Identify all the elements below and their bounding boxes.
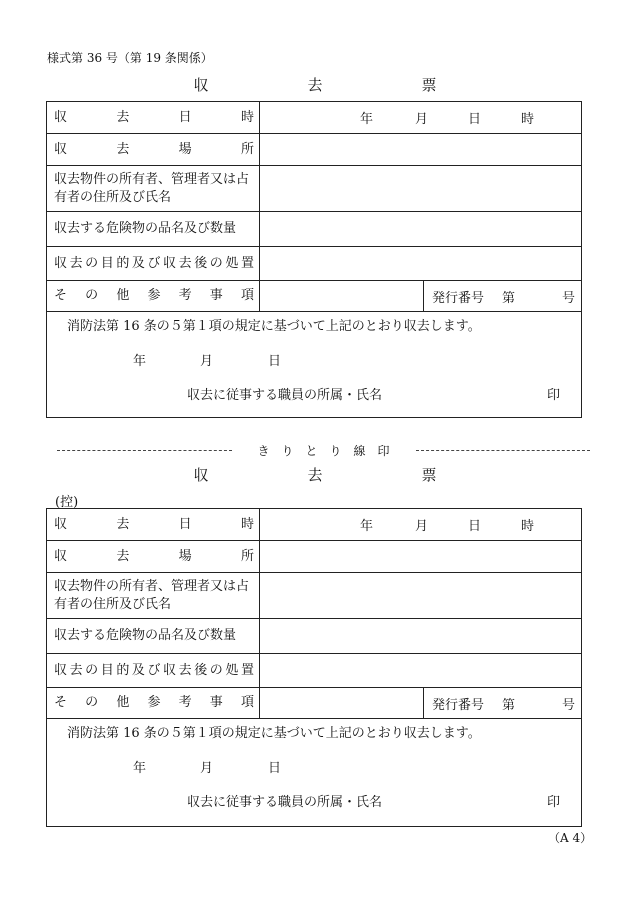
copy-label: (控) <box>55 495 79 510</box>
row-owner <box>47 166 581 212</box>
owner-label-text: 収去物件の所有者、管理者又は占有者の住所及び氏名 <box>54 578 250 612</box>
justified-label: 収 去 場 所 <box>54 141 254 157</box>
label-other <box>47 281 260 311</box>
date-year: 年 <box>133 354 147 369</box>
value-place[interactable] <box>260 134 581 165</box>
items-label-text: 収去する危険物の品名及び数量 <box>54 628 237 643</box>
statement-block <box>47 312 581 417</box>
justified-label: そ の 他 参 考 事 項 <box>54 288 254 303</box>
unit-month: 月 <box>415 519 429 534</box>
unit-day: 日 <box>468 112 482 127</box>
issue-number <box>432 281 575 311</box>
other-divider <box>423 281 424 311</box>
unit-hour: 時 <box>521 519 535 534</box>
label-owner <box>47 166 260 211</box>
date-month: 月 <box>200 761 214 776</box>
justified-label: 収 去 の 目 的 及 び 収 去 後 の 処 置 <box>54 662 254 678</box>
unit-day: 日 <box>468 519 482 534</box>
value-items[interactable] <box>260 212 581 246</box>
issue-dai: 第 <box>502 290 516 306</box>
row-date <box>47 509 581 541</box>
row-date <box>47 102 581 134</box>
label-place <box>47 541 260 572</box>
row-other <box>47 281 581 312</box>
date-day: 日 <box>268 354 282 369</box>
value-items[interactable] <box>260 619 581 653</box>
issue-label: 発行番号 <box>432 697 485 713</box>
officer-label: 収去に従事する職員の所属・氏名 <box>187 795 383 810</box>
unit-year: 年 <box>360 112 374 127</box>
justified-label: 収 去 日 時 <box>54 516 254 532</box>
cut-dash-left <box>57 450 232 451</box>
label-place <box>47 134 260 165</box>
justified-label: 収 去 日 時 <box>54 109 254 125</box>
row-place <box>47 541 581 573</box>
value-place[interactable] <box>260 541 581 572</box>
row-other <box>47 688 581 719</box>
value-purpose[interactable] <box>260 654 581 687</box>
label-owner <box>47 573 260 618</box>
label-purpose <box>47 247 260 280</box>
unit-month: 月 <box>415 112 429 127</box>
cut-dash-right <box>416 450 591 451</box>
value-date[interactable] <box>260 509 581 540</box>
label-purpose <box>47 654 260 687</box>
label-items <box>47 619 260 653</box>
slip-title: 収 去 票 <box>193 76 479 94</box>
justified-label: 収 去 の 目 的 及 び 収 去 後 の 処 置 <box>54 255 254 271</box>
label-date <box>47 509 260 540</box>
value-owner[interactable] <box>260 166 581 211</box>
row-place <box>47 134 581 166</box>
seal-mark: 印 <box>547 795 561 810</box>
items-label-text: 収去する危険物の品名及び数量 <box>54 221 237 236</box>
value-owner[interactable] <box>260 573 581 618</box>
paper-size: （A 4） <box>548 831 593 845</box>
statement-block <box>47 719 581 826</box>
date-month: 月 <box>200 354 214 369</box>
row-purpose <box>47 654 581 688</box>
other-divider <box>423 688 424 718</box>
issue-label: 発行番号 <box>432 290 485 306</box>
owner-label-text: 収去物件の所有者、管理者又は占有者の住所及び氏名 <box>54 171 250 205</box>
value-other[interactable] <box>260 688 581 718</box>
justified-label: そ の 他 参 考 事 項 <box>54 695 254 710</box>
issue-go: 号 <box>561 697 575 713</box>
value-date[interactable] <box>260 102 581 133</box>
cut-line-text: きりとり線印 <box>257 444 402 458</box>
issue-number <box>432 688 575 718</box>
label-other <box>47 688 260 718</box>
date-day: 日 <box>268 761 282 776</box>
unit-year: 年 <box>360 519 374 534</box>
unit-hour: 時 <box>521 112 535 127</box>
statement-text: 消防法第 16 条の５第１項の規定に基づいて上記のとおり収去します。 <box>67 319 481 334</box>
row-items <box>47 212 581 247</box>
row-owner <box>47 573 581 619</box>
date-year: 年 <box>133 761 147 776</box>
statement-text: 消防法第 16 条の５第１項の規定に基づいて上記のとおり収去します。 <box>67 726 481 741</box>
value-other[interactable] <box>260 281 581 311</box>
issue-dai: 第 <box>502 697 516 713</box>
form-id: 様式第 36 号（第 19 条関係） <box>47 51 213 65</box>
label-date <box>47 102 260 133</box>
seal-mark: 印 <box>547 388 561 403</box>
label-items <box>47 212 260 246</box>
justified-label: 収 去 場 所 <box>54 548 254 564</box>
slip-title-copy: 収 去 票 <box>193 466 479 484</box>
collection-slip-copy <box>46 508 582 827</box>
row-items <box>47 619 581 654</box>
cut-line <box>57 442 590 459</box>
row-purpose <box>47 247 581 281</box>
officer-label: 収去に従事する職員の所属・氏名 <box>187 388 383 403</box>
issue-go: 号 <box>561 290 575 306</box>
collection-slip <box>46 101 582 418</box>
value-purpose[interactable] <box>260 247 581 280</box>
